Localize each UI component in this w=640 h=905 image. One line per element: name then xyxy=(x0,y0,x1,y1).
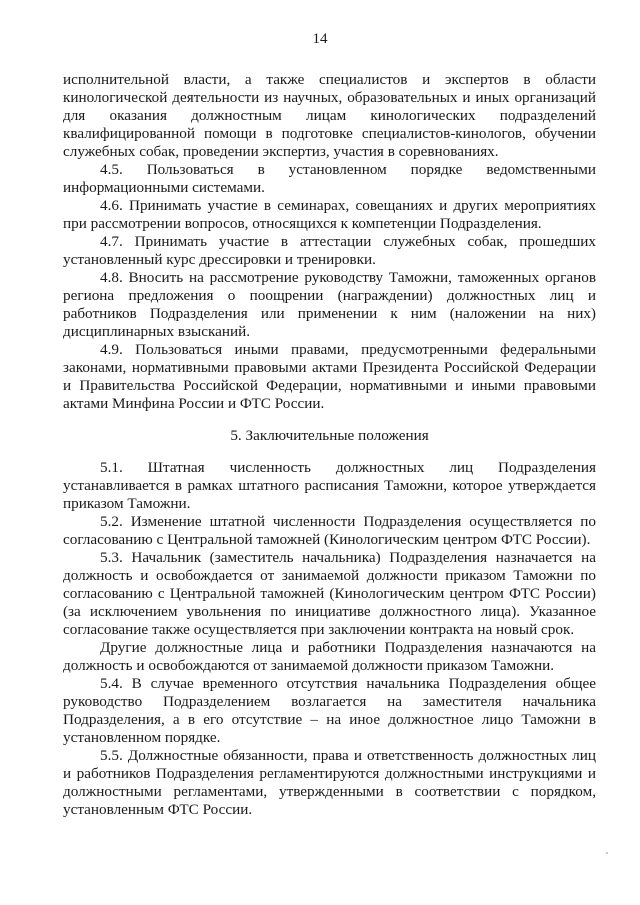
paragraph-continuation: исполнительной власти, а также специалистов и экспертов в области кинологической деятельности из научных, образовательных и иных организаций для оказания должностным лицам кинологических подразделений квалифицированной помощи в подготовке специалистов-кинологов, обучении служебных собак, проведении экспертиз, участия в соревнованиях. xyxy=(63,71,596,160)
paragraph-4-5: 4.5. Пользоваться в установленном порядке ведомственными информационными системами. xyxy=(63,161,596,196)
paragraph-5-2: 5.2. Изменение штатной численности Подразделения осуществляется по согласованию с Центральной таможней (Кинологическим центром ФТС России). xyxy=(63,513,596,548)
paragraph-5-4: 5.4. В случае временного отсутствия начальника Подразделения общее руководство Подразделением возлагается на заместителя начальника Подразделения, а в его отсутствие – на иное должностное лицо Таможни в установленном порядке. xyxy=(63,675,596,746)
paragraph-5-3: 5.3. Начальник (заместитель начальника) Подразделения назначается на должность и освобождается от занимаемой должности приказом Таможни по согласованию с Центральной таможней (Кинологическим центром ФТС России) (за исключением увольнения по инициативе должностного лица). Указанное согласование также осуществляется при заключении контракта на новый срок. xyxy=(63,549,596,638)
paragraph-4-9: 4.9. Пользоваться иными правами, предусмотренными федеральными законами, нормативными правовыми актами Президента Российской Федерации и Правительства Российской Федерации, нормативными и иными правовыми актами Минфина России и ФТС России. xyxy=(63,341,596,412)
paragraph-5-5: 5.5. Должностные обязанности, права и ответственность должностных лиц и работников Подразделения регламентируются должностными инструкциями и должностными регламентами, утвержденными в соответствии с порядком, установленным ФТС России. xyxy=(63,747,596,818)
page-number: 14 xyxy=(312,31,328,47)
paragraph-4-6: 4.6. Принимать участие в семинарах, совещаниях и других мероприятиях при рассмотрении вопросов, относящихся к компетенции Подразделения. xyxy=(63,197,596,232)
paragraph-4-7: 4.7. Принимать участие в аттестации служебных собак, прошедших установленный курс дрессировки и тренировки. xyxy=(63,233,596,268)
section-heading: 5. Заключительные положения xyxy=(230,427,429,444)
paragraph-5-1: 5.1. Штатная численность должностных лиц Подразделения устанавливается в рамках штатного расписания Таможни, которое утверждается приказом Таможни. xyxy=(63,459,596,512)
document-body xyxy=(63,71,596,819)
paragraph-4-8: 4.8. Вносить на рассмотрение руководству Таможни, таможенных органов региона предложения о поощрении (награждении) должностных лиц и работников Подразделения или применении к ним (наложении на них) дисциплинарных взысканий. xyxy=(63,269,596,340)
scan-speck xyxy=(606,852,608,854)
paragraph-5-3-other: Другие должностные лица и работники Подразделения назначаются на должность и освобождаются от занимаемой должности приказом Таможни. xyxy=(63,639,596,674)
